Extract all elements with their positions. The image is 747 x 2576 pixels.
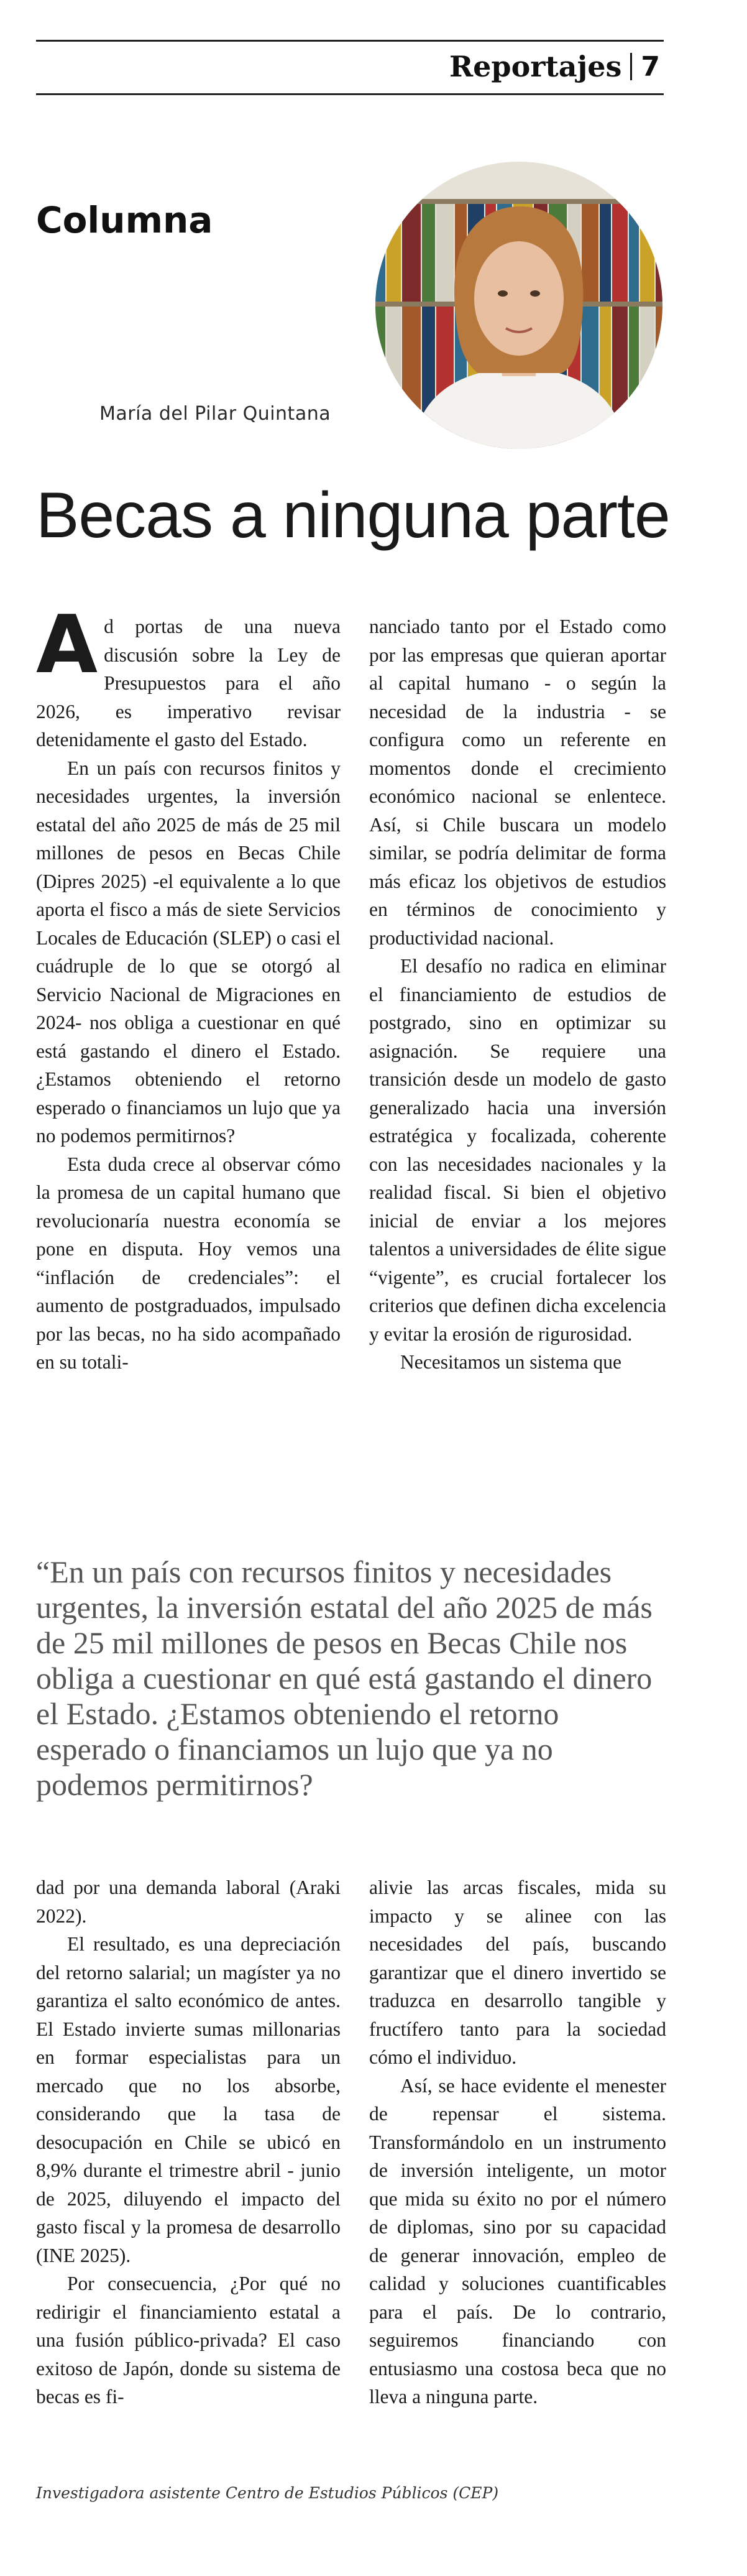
author-portrait (375, 162, 662, 449)
kicker-label: Columna (36, 199, 213, 241)
body-paragraph: alivie las arcas fiscales, mida su impacto y se alinee con las necesidades del país, buscando garantizar que el dinero invertido se traduzca en desarrollo tangible y fructífero tanto para la sociedad cómo el individuo. (369, 1877, 666, 2068)
book-spine (629, 307, 639, 449)
body-column-3 (36, 1873, 341, 2411)
book-spine (375, 204, 385, 302)
book-spine (387, 307, 401, 449)
book-spine (422, 307, 435, 449)
author-portrait-photo-icon (375, 162, 662, 449)
author-name: María del Pilar Quintana (99, 403, 331, 425)
body-column-4 (369, 1873, 666, 2411)
book-spine (656, 204, 662, 302)
body-paragraph: En un país con recursos finitos y necesidades urgentes, la inversión estatal del año 2025 de más de 25 mil millones de pesos en Becas Chile (Dipres 2025) -el equivalente a lo que aporta el fisco a más de siete Servicios Locales de Educación (SLEP) o casi el cuádruple de lo que se otorgó al Servicio Nacional de Migraciones en 2024- nos obliga a cuestionar en qué está gastando el dinero el Estado. ¿Estamos obteniendo el retorno esperado o financiamos un lujo que ya no podemos permitirnos? (36, 757, 341, 1147)
header-bottom-rule (36, 93, 664, 95)
book-spine (402, 204, 421, 302)
book-spine (600, 307, 611, 449)
book-spine (612, 307, 628, 449)
book-spine (375, 307, 385, 449)
body-paragraph: dad por una demanda laboral (Araki 2022). (36, 1877, 341, 1927)
book-spine (629, 204, 639, 302)
body-paragraph: El desafío no radica en eliminar el financiamiento de estudios de postgrado, sino en optimizar su asignación. Se requiere una transición desde un modelo de gasto generalizado hacia una inversión estratégica y focalizada, coherente con las necesidades nacionales y la realidad fiscal. Si bien el objetivo inicial de enviar a los mejores talentos a universidades de élite sigue “vigente”, es crucial fortalecer los criterios que definen dicha excelencia y evitar la erosión de rigurosidad. (369, 955, 666, 1345)
book-spine (612, 204, 628, 302)
headline: Becas a ninguna parte (36, 479, 670, 552)
section-header (449, 40, 660, 93)
book-spine (582, 204, 598, 302)
body-paragraph: Necesitamos un sistema que (400, 1351, 622, 1373)
section-name: Reportajes (449, 50, 622, 83)
book-spine (387, 204, 401, 302)
body-paragraph: Por consecuencia, ¿Por qué no redirigir el financiamiento estatal a una fusión público-privada? El caso exitoso de Japón, donde su sistema de becas es fi- (36, 2273, 341, 2407)
book-spine (640, 307, 654, 449)
book-spine (640, 204, 654, 302)
book-spine (402, 307, 421, 449)
body-paragraph: Así, se hace evidente el menester de repensar el sistema. Transformándolo en un instrumento de inversión inteligente, un motor que mida su éxito no por el número de diplomas, sino por su capacidad de generar innovación, empleo de calidad y soluciones cuantificables para el país. De lo contrario, seguiremos financiando con entusiasmo una costosa beca que no lleva a ninguna parte. (369, 2074, 666, 2407)
body-column-2 (369, 612, 666, 1377)
body-paragraph: nanciado tanto por el Estado como por las empresas que quieran aportar al capital humano - o según la necesidad de la industria - se configura como un referente en momentos donde el crecimiento económico nacional se enlentece. Así, si Chile buscara un modelo similar, se podría delimitar de forma más eficaz los objetivos de estudios en términos de conocimiento y productividad nacional. (369, 616, 666, 949)
section-divider (630, 53, 632, 80)
book-spine (436, 204, 454, 302)
book-spine (656, 307, 662, 449)
body-paragraph: Esta duda crece al observar cómo la promesa de un capital humano que revolucionaría nuestra economía se pone en disputa. Hoy vemos una “inflación de credenciales”: el aumento de postgraduados, impulsado por las becas, no ha sido acompañado en su totali- (36, 1153, 341, 1373)
drop-cap: A (36, 599, 98, 691)
book-spine (422, 204, 435, 302)
pull-quote: “En un país con recursos finitos y necesidades urgentes, la inversión estatal del año 2025 de más de 25 mil millones de pesos en Becas Chile nos obliga a cuestionar en qué está gastando el dinero el Estado. ¿Estamos obteniendo el retorno esperado o financiamos un lujo que ya no podemos permitirnos? (36, 1554, 653, 1802)
author-affiliation: Investigadora asistente Centro de Estudios Públicos (CEP) (36, 2484, 499, 2502)
page-number: 7 (641, 50, 660, 83)
body-column-1 (36, 599, 341, 1377)
body-paragraph: El resultado, es una depreciación del retorno salarial; un magíster ya no garantiza el salto económico de antes. El Estado invierte sumas millonarias en formar especialistas para un mercado que no los absorbe, considerando que la tasa de desocupación en Chile se ubicó en 8,9% durante el trimestre abril - junio de 2025, diluyendo el impacto del gasto fiscal y la promesa de desarrollo (INE 2025). (36, 1933, 341, 2266)
body-paragraph: Ad portas de una nueva discusión sobre la Ley de Presupuestos para el año 2026, es imperativo revisar detenidamente el gasto del Estado. (36, 599, 341, 750)
book-spine (600, 204, 611, 302)
